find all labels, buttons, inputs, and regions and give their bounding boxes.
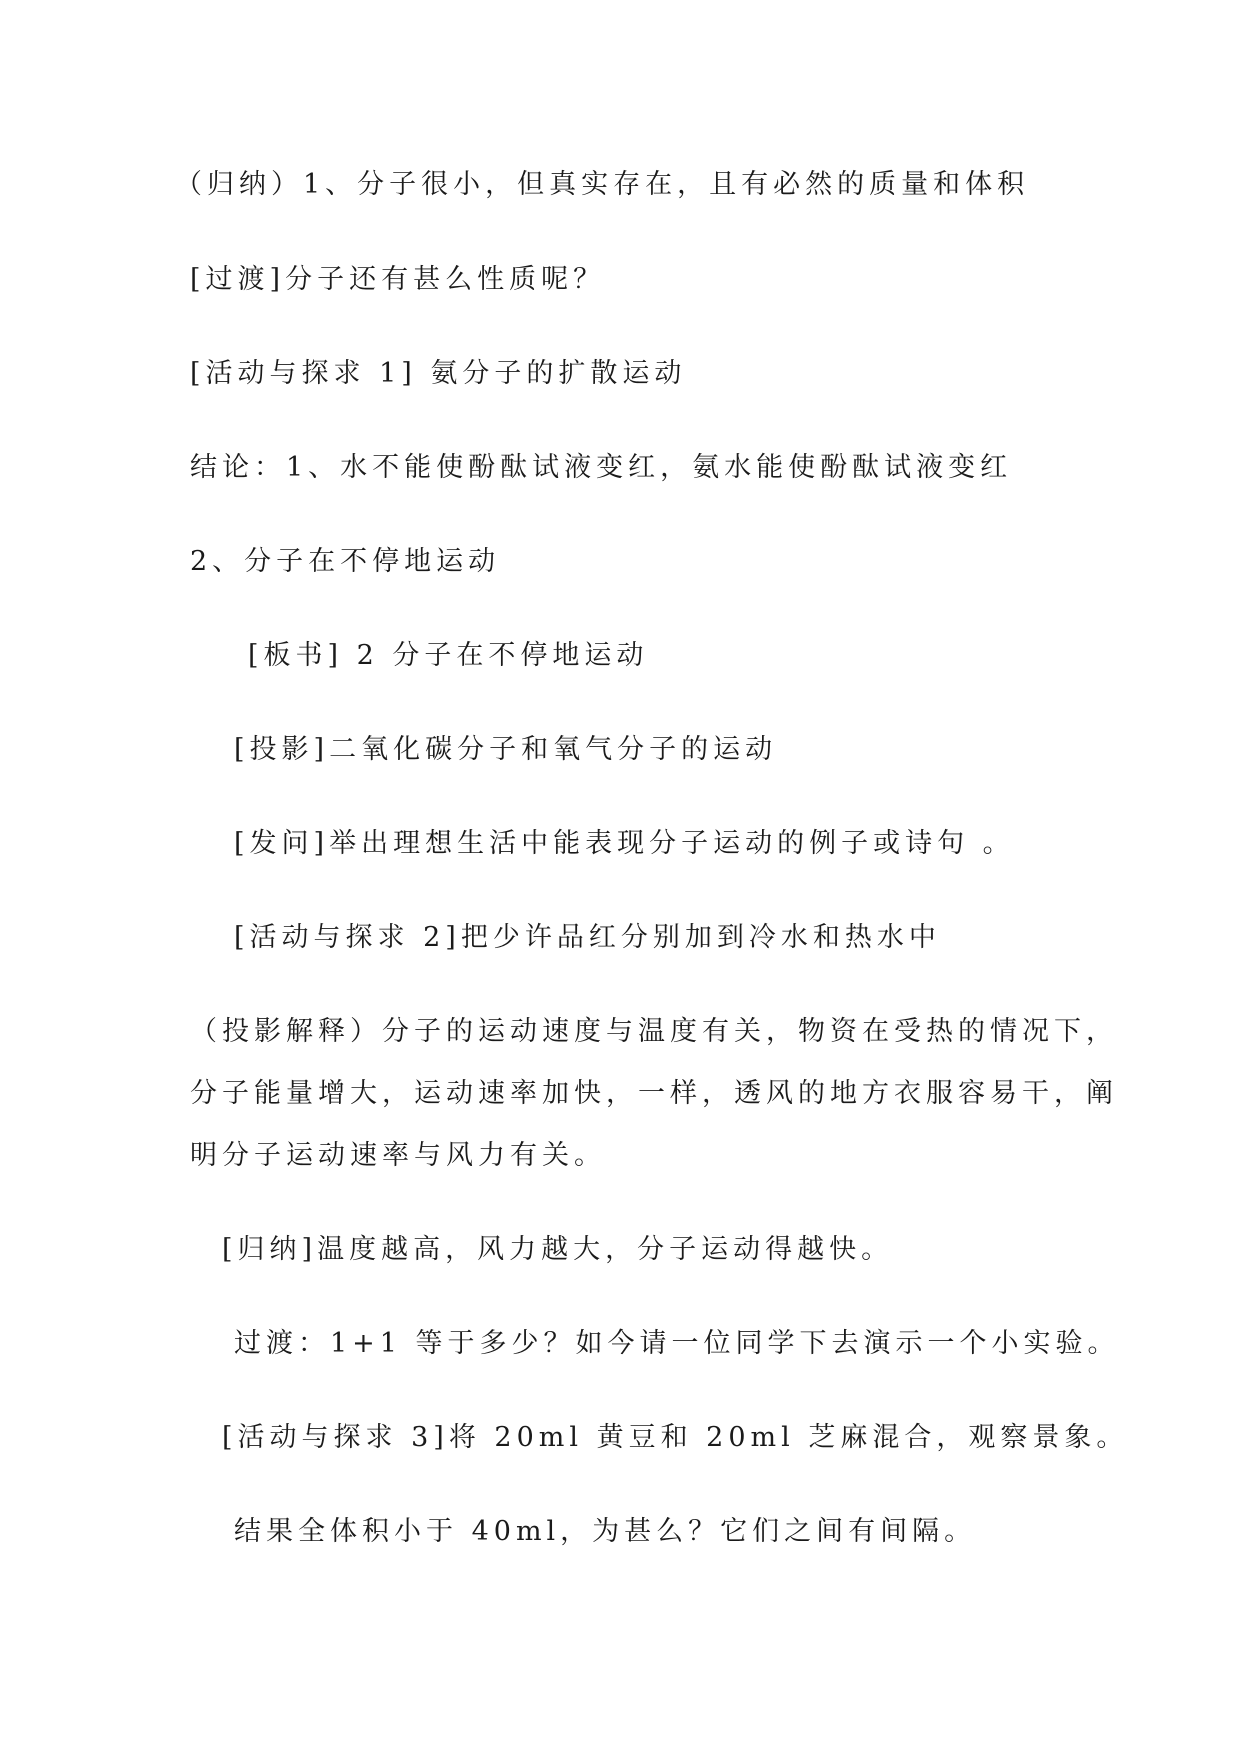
text-line: [活动与探求 3]将 20ml 黄豆和 20ml 芝麻混合，观察景象。 xyxy=(222,1422,1129,1453)
text-line: [活动与探求 2]把少许品红分别加到冷水和热水中 xyxy=(234,922,941,953)
text-line: [过渡]分子还有甚么性质呢？ xyxy=(190,264,606,295)
text-line: （投影解释）分子的运动速度与温度有关，物资在受热的情况下， xyxy=(190,1016,1118,1047)
text-line: 2、分子在不停地运动 xyxy=(190,546,501,577)
text-line: 过渡：1+1 等于多少？如今请一位同学下去演示一个小实验。 xyxy=(234,1328,1120,1359)
text-line: 结论：1、水不能使酚酞试液变红，氨水能使酚酞试液变红 xyxy=(190,452,1013,483)
text-line: （归纳）1、分子很小，但真实存在，且有必然的质量和体积 xyxy=(175,169,1030,200)
text-line: [发问]举出理想生活中能表现分子运动的例子或诗句 。 xyxy=(234,828,1015,859)
text-line: 分子能量增大，运动速率加快，一样，透风的地方衣服容易干，阐 xyxy=(190,1078,1118,1109)
text-line: [活动与探求 1] 氨分子的扩散运动 xyxy=(190,358,687,389)
text-line: [归纳]温度越高，风力越大，分子运动得越快。 xyxy=(222,1234,894,1265)
text-line: [投影]二氧化碳分子和氧气分子的运动 xyxy=(234,734,778,765)
text-line: 明分子运动速率与风力有关。 xyxy=(190,1140,606,1171)
text-line: 结果全体积小于 40ml，为甚么？它们之间有间隔。 xyxy=(234,1516,977,1547)
text-line: [板书] 2 分子在不停地运动 xyxy=(248,640,649,671)
